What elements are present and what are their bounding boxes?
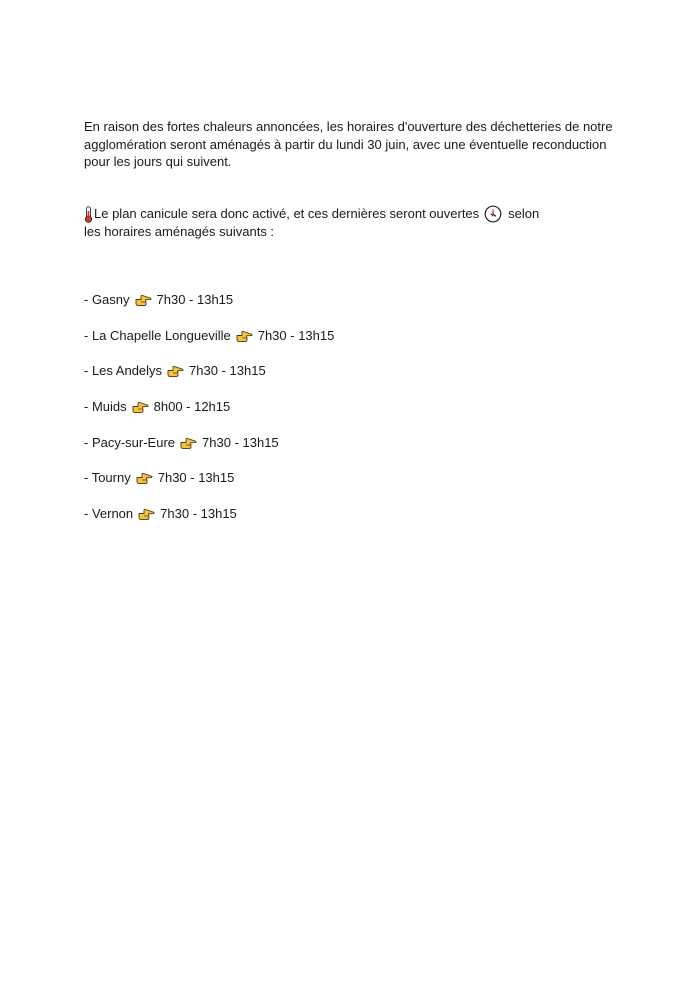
schedule-hours: 7h30 - 13h15 (202, 434, 279, 450)
pointing-hand-icon (180, 437, 197, 450)
schedule-hours: 7h30 - 13h15 (156, 292, 234, 307)
schedule-item (84, 398, 334, 434)
schedule-item (84, 505, 334, 541)
schedule-site: - Tourny (84, 470, 131, 486)
schedule-item (84, 434, 334, 470)
schedule-hours: 8h00 - 12h15 (153, 399, 231, 415)
schedule-site: - Les Andelys (84, 363, 163, 379)
pointing-hand-icon (136, 472, 153, 485)
schedule-item (84, 327, 334, 363)
pointing-hand-icon (167, 365, 184, 378)
schedule-site: - La Chapelle Longueville (84, 327, 231, 343)
schedule-hours: 7h30 - 13h15 (257, 327, 335, 343)
schedule-site: - Muids (84, 399, 127, 415)
schedule-hours: 7h30 - 13h15 (157, 470, 235, 486)
schedule-site: - Gasny (84, 292, 130, 307)
pointing-hand-icon (135, 294, 152, 307)
clock-icon (484, 205, 502, 223)
plan-line-2: les horaires aménagés suivants : (84, 224, 275, 239)
schedule-site: - Pacy-sur-Eure (84, 434, 176, 450)
pointing-hand-icon (236, 330, 253, 343)
thermometer-icon (84, 206, 93, 223)
schedule-hours: 7h30 - 13h15 (189, 363, 266, 379)
schedule-list (84, 291, 334, 541)
plan-line-1 (84, 205, 624, 223)
schedule-item (84, 362, 334, 398)
schedule-item (84, 469, 334, 505)
pointing-hand-icon (132, 401, 149, 414)
schedule-item (84, 291, 334, 327)
schedule-site: - Vernon (84, 506, 134, 522)
schedule-hours: 7h30 - 13h15 (160, 506, 237, 522)
plan-text-before-icon: Le plan canicule sera donc activé, et ces dernières seront ouvertes (94, 206, 480, 222)
intro-paragraph: En raison des fortes chaleurs annoncées, les horaires d'ouverture des déchetteries de notre agglomération seront aménagés à partir du lundi 30 juin, avec une éventuelle reconduction pour les jours qui suivent. (84, 119, 613, 169)
plan-text-after-icon: selon (508, 206, 540, 222)
plan-canicule-paragraph (84, 205, 624, 241)
pointing-hand-icon (138, 508, 155, 521)
